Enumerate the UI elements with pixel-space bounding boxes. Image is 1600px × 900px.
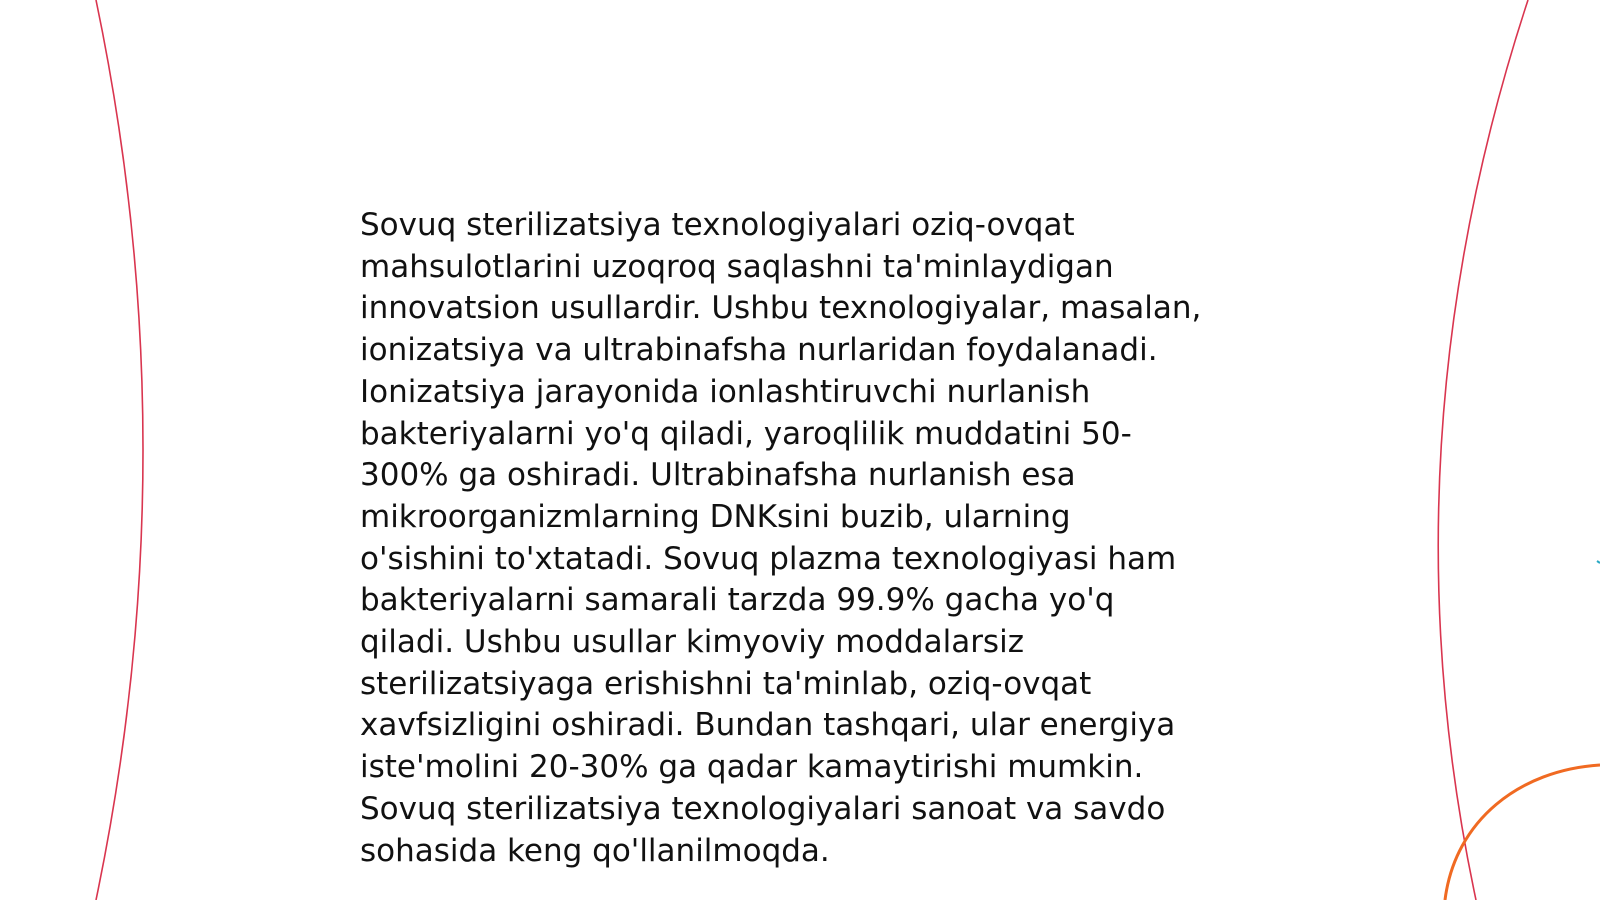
right-arc-line bbox=[1438, 0, 1528, 900]
left-arc-line bbox=[96, 0, 143, 900]
slide-body-paragraph: Sovuq sterilizatsiya texnologiyalari oziq-ovqat mahsulotlarini uzoqroq saqlashni ta'minlaydigan innovatsion usullardir. Ushbu texnologiyalar, masalan, ionizatsiya va ultrabinafsha nurlaridan foydalanadi. Ionizatsiya jarayonida ionlashtiruvchi nurlanish bakteriyalarni yo'q qiladi, yaroqlilik muddatini 50- 300% ga oshiradi. Ultrabinafsha nurlanish esa mikroorganizmlarning DNKsini buzib, ularning o'sishini to'xtatadi. Sovuq plazma texnologiyasi ham bakteriyalarni samarali tarzda 99.9% gacha yo'q qiladi. Ushbu usullar kimyoviy moddalarsiz sterilizatsiyaga erishishni ta'minlab, oziq-ovqat xavfsizligini oshiradi. Bundan tashqari, ular energiya iste'molini 20-30% ga qadar kamaytirishi mumkin. Sovuq sterilizatsiya texnologiyalari sanoat va savdo sohasida keng qo'llanilmoqda. bbox=[360, 207, 1202, 869]
orange-circle-arc bbox=[1445, 765, 1600, 900]
